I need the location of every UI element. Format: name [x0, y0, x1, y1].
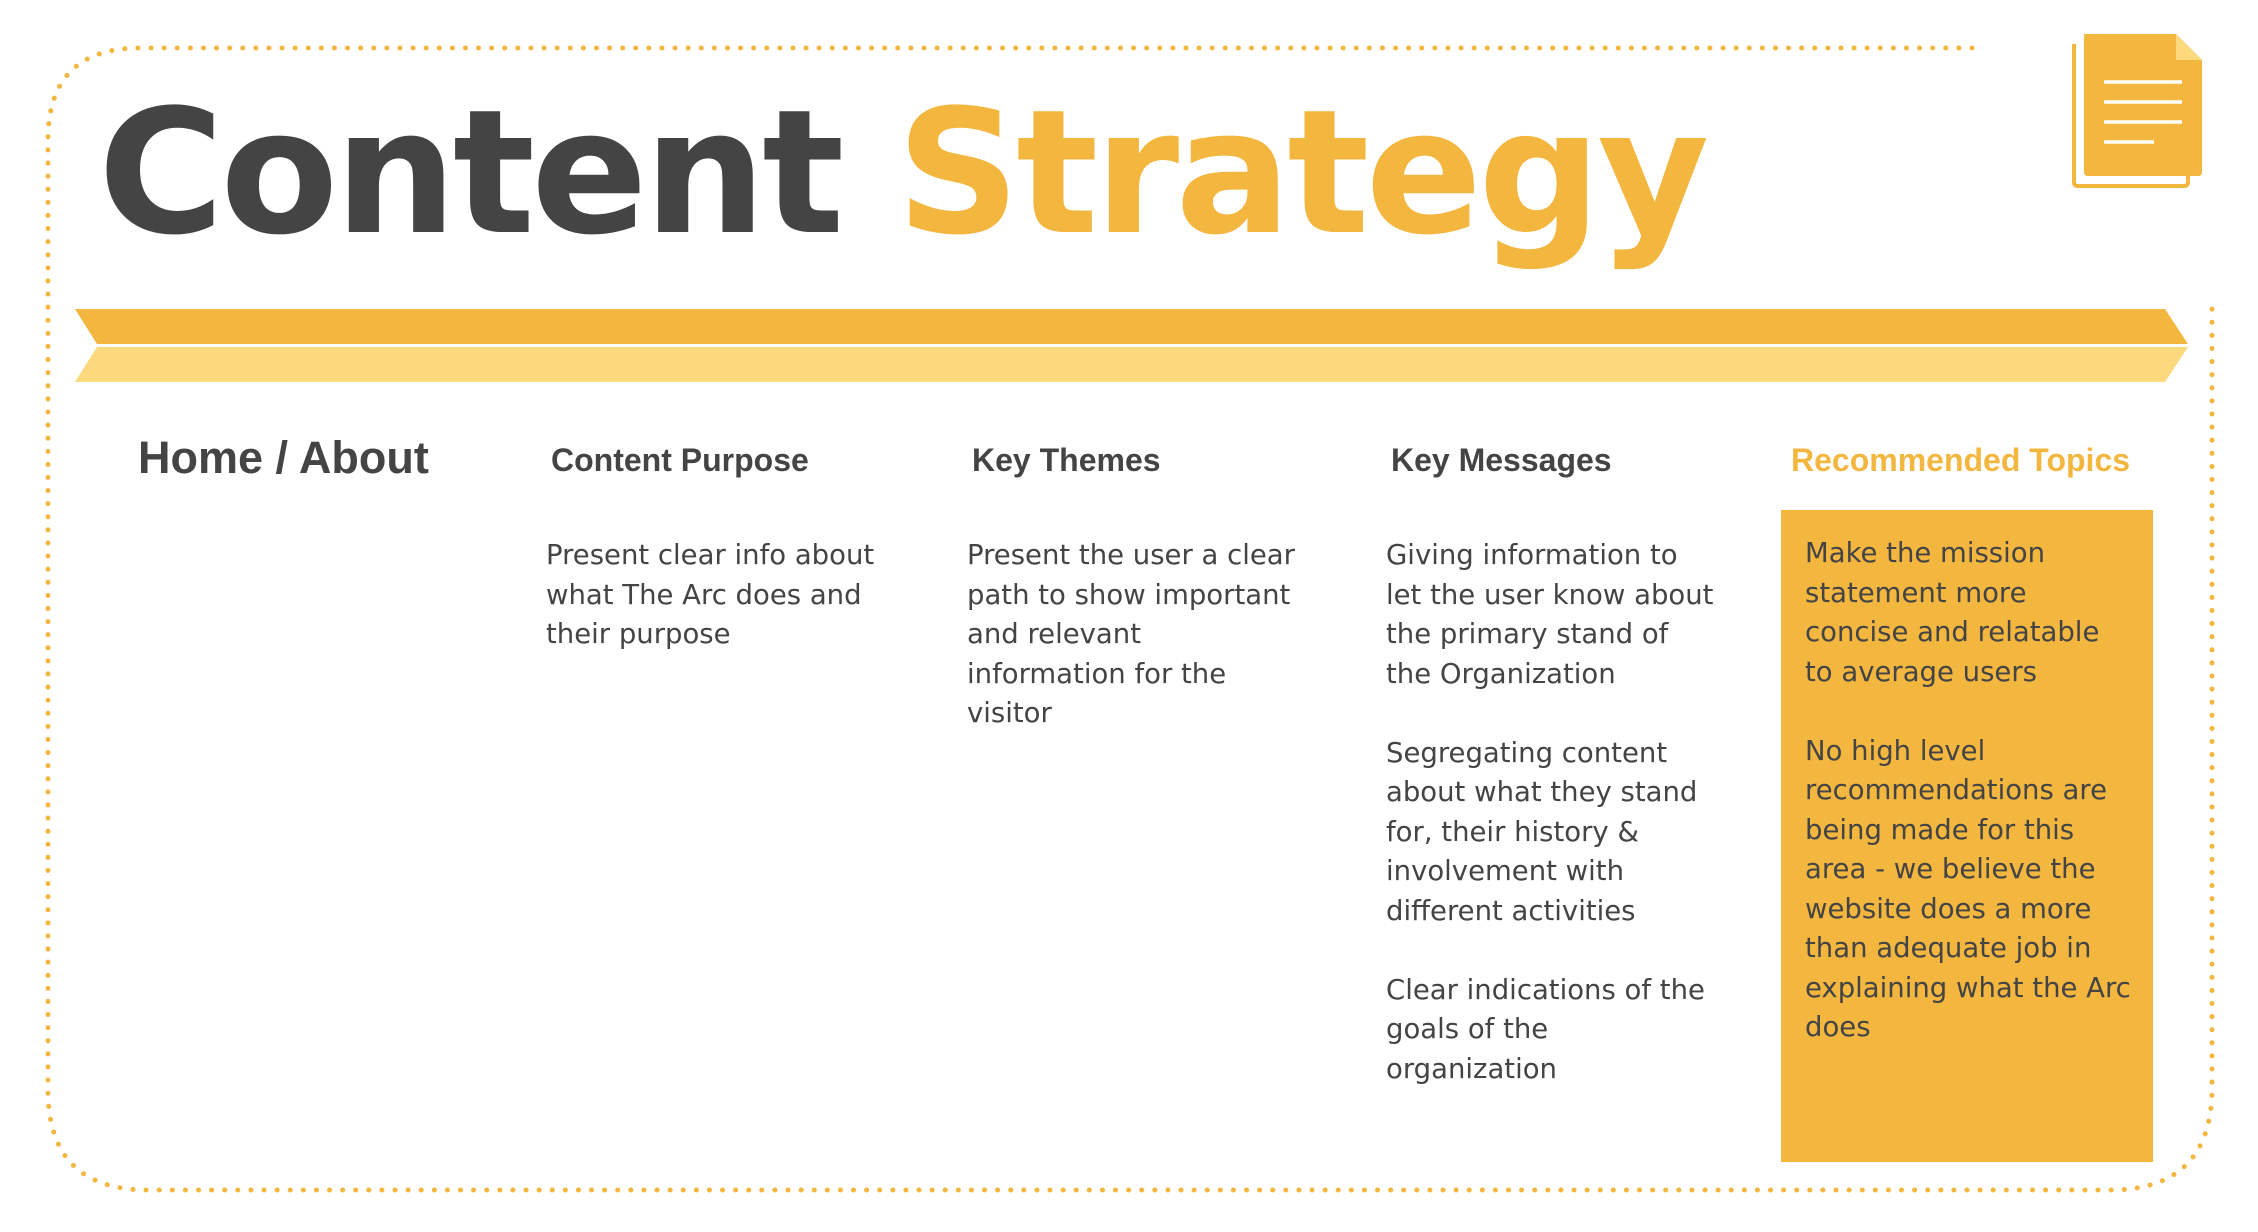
key-messages-text-1: Giving information to let the user know about the primary stand of the Organization	[1386, 539, 1714, 690]
key-themes-body	[967, 536, 1302, 734]
title-accent: Strategy	[896, 72, 1706, 273]
content-purpose-heading: Content Purpose	[551, 442, 809, 478]
content-purpose-body	[546, 536, 881, 655]
key-themes-heading: Key Themes	[972, 442, 1161, 478]
document-icon	[2066, 30, 2206, 190]
recommended-topics-text-1: Make the mission statement more concise and relatable to average users	[1805, 537, 2100, 688]
key-messages-heading: Key Messages	[1391, 442, 1612, 478]
content-purpose-text: Present clear info about what The Arc does and their purpose	[546, 539, 875, 650]
key-messages-text-2: Segregating content about what they stand for, their history & involvement with different activities	[1386, 736, 1698, 927]
key-messages-text-3: Clear indications of the goals of the organization	[1386, 973, 1705, 1085]
key-themes-text: Present the user a clear path to show important and relevant information for the visitor	[967, 539, 1295, 729]
recommended-topics-box	[1781, 510, 2153, 1162]
page-title	[98, 70, 1705, 276]
recommended-topics-body	[1805, 534, 2135, 1048]
recommended-topics-heading: Recommended Topics	[1791, 442, 2131, 478]
recommended-topics-text-2: No high level recommendations are being made for this area - we believe the website does a more than adequate job in explaining what the Arc does	[1805, 734, 2131, 1043]
title-primary: Content	[98, 72, 841, 273]
key-messages-body	[1386, 536, 1721, 1089]
section-title: Home / About	[138, 432, 429, 483]
